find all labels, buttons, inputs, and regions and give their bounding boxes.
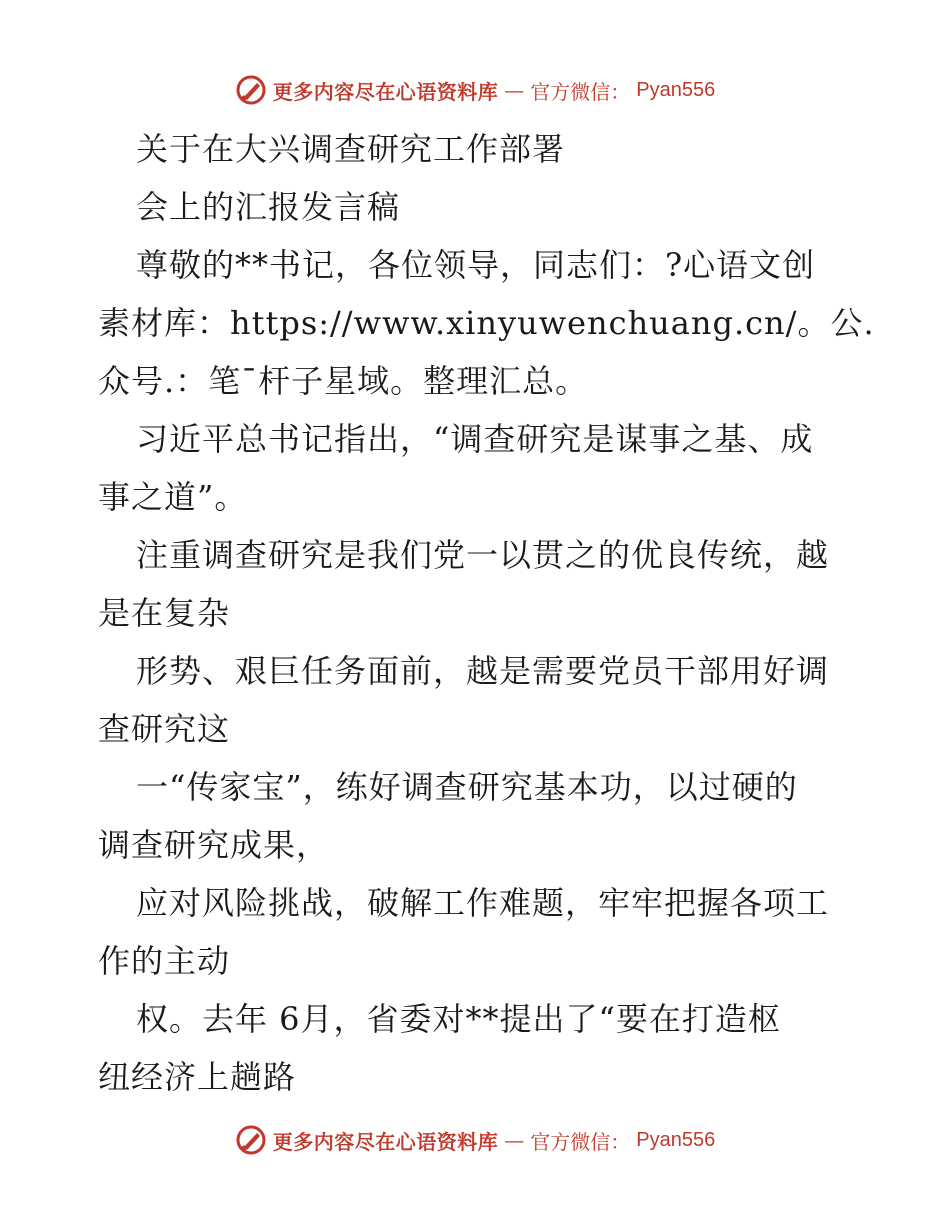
paragraph-line: 一“传家宝”，练好调查研究基本功，以过硬的 [136, 768, 798, 806]
paragraph-line: 查研究这 [98, 710, 231, 748]
paragraph-line: 习近平总书记指出，“调查研究是谋事之基、成 [136, 420, 814, 458]
paragraph-line: 素材库：https://www.xinyuwenchuang.cn/。公. [98, 304, 875, 342]
paragraph-line: 纽经济上趟路 [98, 1058, 297, 1096]
watermark-site-text: 更多内容尽在心语资料库 [272, 1129, 499, 1154]
title-line-1: 关于在大兴调查研究工作部署 [136, 130, 566, 168]
paragraph-line: 应对风险挑战，破解工作难题，牢牢把握各项工 [136, 884, 830, 922]
paragraph-line: 调查研究成果， [98, 826, 330, 864]
watermark-wechat-id: Pyan556 [636, 78, 716, 101]
paragraph-line: 形势、艰巨任务面前，越是需要党员干部用好调 [136, 652, 830, 690]
paragraph-line: 注重调查研究是我们党一以贯之的优良传统，越 [136, 536, 830, 574]
paragraph-line: 权。去年 6月，省委对**提出了“要在打造枢 [136, 1000, 781, 1038]
watermark-site-text: 更多内容尽在心语资料库 [272, 79, 499, 104]
watermark-wechat-id: Pyan556 [636, 1128, 716, 1151]
brush-logo-icon [235, 1124, 267, 1156]
paragraph-line: 作的主动 [98, 942, 231, 980]
paragraph-line: 事之道”。 [98, 478, 248, 516]
watermark-dash: — [504, 78, 525, 102]
brush-logo-icon [235, 74, 267, 106]
paragraph-line: 尊敬的**书记，各位领导，同志们：?心语文创 [136, 246, 816, 284]
watermark-dash: — [504, 1128, 525, 1152]
footer-watermark [0, 1120, 950, 1160]
paragraph-line: 是在复杂 [98, 594, 231, 632]
watermark-wechat-label: 官方微信： [530, 1129, 631, 1154]
watermark-wechat-label: 官方微信： [530, 79, 631, 104]
document-body [98, 120, 875, 1106]
paragraph-line: 众号.：笔¯杆子星域。整理汇总。 [98, 362, 589, 400]
header-watermark [0, 70, 950, 110]
title-line-2: 会上的汇报发言稿 [136, 188, 401, 226]
